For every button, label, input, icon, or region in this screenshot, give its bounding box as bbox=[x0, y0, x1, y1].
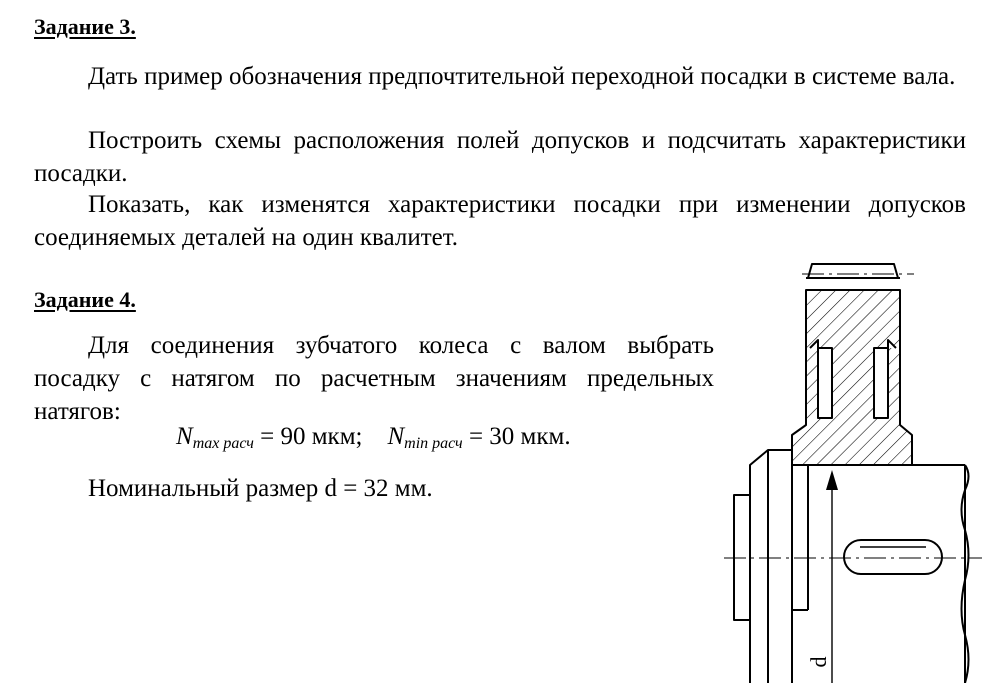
dimension-label-d: d bbox=[806, 656, 831, 668]
task4-heading: Задание 4. bbox=[34, 287, 136, 312]
nominal-size: Номинальный размер d = 32 мм. bbox=[88, 475, 433, 502]
dimension-arrow bbox=[826, 470, 838, 490]
nmin-value: = 30 мкм. bbox=[462, 423, 571, 450]
task3-paragraph-3: Показать, как изменятся характеристики посадки при изменении допусков соединяемых деталей на один квалитет. bbox=[34, 191, 966, 251]
interference-formula bbox=[176, 423, 571, 453]
shaft-outline bbox=[750, 450, 965, 683]
nmax-symbol: N bbox=[176, 423, 193, 450]
task3-paragraph-1: Дать пример обозначения предпочтительной переходной посадки в системе вала. bbox=[88, 63, 956, 90]
gear-shaft-drawing bbox=[720, 250, 990, 683]
task3-paragraph-2: Построить схемы расположения полей допусков и подсчитать характеристики посадки. bbox=[34, 127, 966, 187]
task3-heading: Задание 3. bbox=[34, 14, 136, 39]
nmax-subscript: max расч bbox=[192, 435, 254, 452]
gear-body bbox=[792, 290, 912, 465]
nmax-value: = 90 мкм; bbox=[253, 423, 363, 450]
gear-tooth-tip bbox=[808, 264, 898, 278]
nmin-symbol: N bbox=[387, 423, 405, 450]
gear-groove-right bbox=[874, 348, 888, 418]
nmin-subscript: min расч bbox=[404, 435, 463, 452]
keyway-slot bbox=[844, 540, 942, 574]
task4-intro: Для соединения зубчатого колеса с валом выбрать посадку с натягом по расчетным значениям предельных натягов: bbox=[34, 332, 714, 425]
gear-groove-left bbox=[818, 348, 832, 418]
